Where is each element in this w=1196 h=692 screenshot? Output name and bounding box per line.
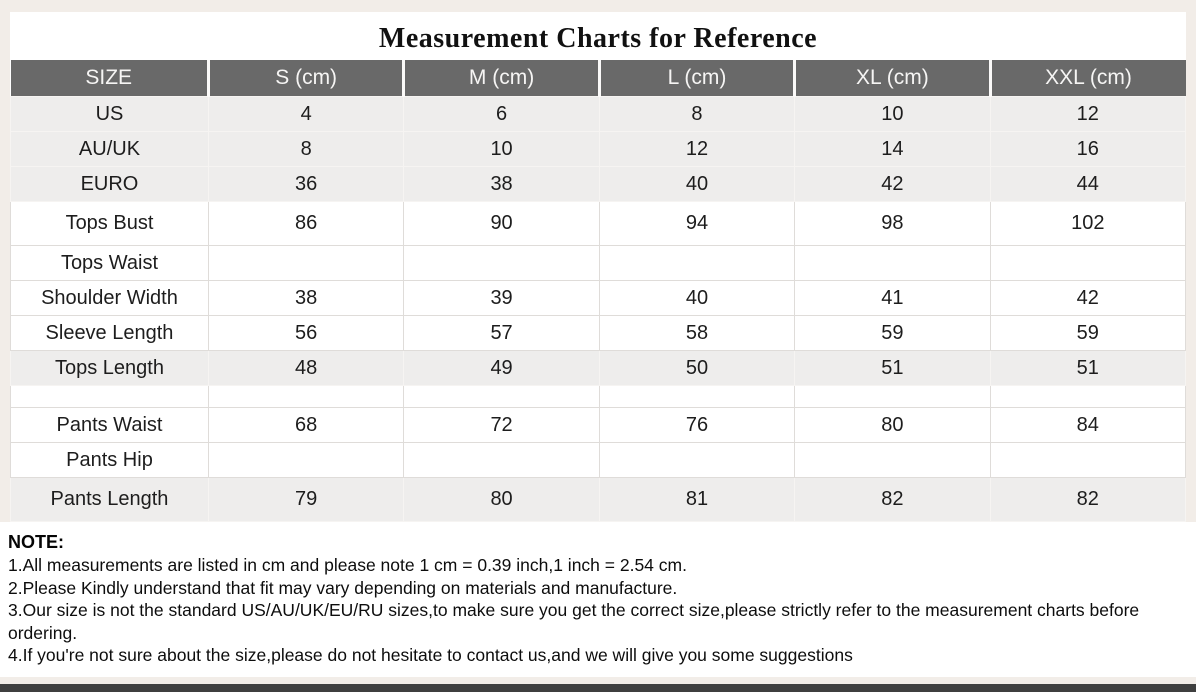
table-row	[11, 408, 1186, 443]
size-chart-sheet	[10, 12, 1186, 522]
table-body	[11, 97, 1186, 522]
measurement-cell	[599, 246, 794, 281]
measurement-cell: 48	[208, 351, 403, 386]
measurement-cell: 44	[990, 167, 1185, 202]
measurement-cell	[990, 443, 1185, 478]
measurement-cell: 79	[208, 478, 403, 522]
measurement-cell: 84	[990, 408, 1185, 443]
measurement-cell: 16	[990, 132, 1185, 167]
column-header: XL (cm)	[795, 60, 990, 97]
measurement-cell: 76	[599, 408, 794, 443]
table-row	[11, 351, 1186, 386]
note-heading: NOTE:	[8, 532, 64, 552]
measurement-cell: 41	[795, 281, 990, 316]
table-row	[11, 132, 1186, 167]
measurement-cell: 38	[404, 167, 599, 202]
table-row	[11, 97, 1186, 132]
measurement-cell	[795, 246, 990, 281]
size-column-header: SIZE	[11, 60, 209, 97]
table-row	[11, 443, 1186, 478]
measurement-cell: 40	[599, 167, 794, 202]
table-header	[11, 60, 1186, 97]
measurement-cell: 102	[990, 202, 1185, 246]
row-label: Shoulder Width	[11, 281, 209, 316]
column-header: L (cm)	[599, 60, 794, 97]
measurement-cell: 59	[990, 316, 1185, 351]
measurement-cell: 82	[795, 478, 990, 522]
header-row	[11, 60, 1186, 97]
measurement-cell: 14	[795, 132, 990, 167]
measurement-cell	[990, 386, 1185, 408]
measurement-cell: 36	[208, 167, 403, 202]
measurement-cell: 39	[404, 281, 599, 316]
note-item: 1.All measurements are listed in cm and please note 1 cm = 0.39 inch,1 inch = 2.54 cm.	[8, 555, 687, 575]
measurement-cell: 80	[404, 478, 599, 522]
note-item: 4.If you're not sure about the size,please do not hesitate to contact us,and we will give you some suggestions	[8, 645, 853, 665]
measurement-cell: 80	[795, 408, 990, 443]
measurement-cell: 40	[599, 281, 794, 316]
measurement-cell: 10	[795, 97, 990, 132]
notes-section	[0, 522, 1196, 677]
notes-list	[8, 554, 1188, 667]
measurement-cell: 86	[208, 202, 403, 246]
measurement-cell	[404, 386, 599, 408]
measurement-cell: 90	[404, 202, 599, 246]
table-row	[11, 478, 1186, 522]
row-label: EURO	[11, 167, 209, 202]
measurement-cell	[990, 246, 1185, 281]
measurement-cell	[208, 246, 403, 281]
measurement-cell: 58	[599, 316, 794, 351]
column-header: M (cm)	[404, 60, 599, 97]
row-label: US	[11, 97, 209, 132]
measurement-cell: 12	[990, 97, 1185, 132]
measurement-cell	[599, 386, 794, 408]
row-label: Tops Bust	[11, 202, 209, 246]
measurement-cell: 56	[208, 316, 403, 351]
row-label: Pants Hip	[11, 443, 209, 478]
table-row	[11, 281, 1186, 316]
column-header: XXL (cm)	[990, 60, 1185, 97]
measurement-cell: 72	[404, 408, 599, 443]
measurement-cell: 68	[208, 408, 403, 443]
row-label	[11, 386, 209, 408]
measurement-cell: 38	[208, 281, 403, 316]
measurement-cell	[208, 443, 403, 478]
measurement-cell	[404, 246, 599, 281]
measurement-cell: 12	[599, 132, 794, 167]
table-row	[11, 246, 1186, 281]
page-title: Measurement Charts for Reference	[378, 23, 818, 54]
column-header: S (cm)	[208, 60, 403, 97]
table-row	[11, 316, 1186, 351]
row-label: Tops Waist	[11, 246, 209, 281]
measurement-cell: 59	[795, 316, 990, 351]
measurement-cell: 82	[990, 478, 1185, 522]
row-label: Tops Length	[11, 351, 209, 386]
row-label: Sleeve Length	[11, 316, 209, 351]
table-row	[11, 202, 1186, 246]
spacer-row	[11, 386, 1186, 408]
measurement-cell: 4	[208, 97, 403, 132]
measurement-cell	[795, 386, 990, 408]
note-item: 3.Our size is not the standard US/AU/UK/EU/RU sizes,to make sure you get the correct size,please strictly refer to the measurement charts before ordering.	[8, 600, 1140, 643]
measurement-cell	[795, 443, 990, 478]
measurement-cell	[208, 386, 403, 408]
row-label: Pants Length	[11, 478, 209, 522]
measurement-cell: 10	[404, 132, 599, 167]
page	[0, 12, 1196, 692]
measurement-cell: 51	[795, 351, 990, 386]
measurement-cell: 51	[990, 351, 1185, 386]
table-row	[11, 167, 1186, 202]
measurement-cell: 57	[404, 316, 599, 351]
row-label: AU/UK	[11, 132, 209, 167]
measurement-cell: 8	[208, 132, 403, 167]
measurement-cell: 8	[599, 97, 794, 132]
measurement-cell	[404, 443, 599, 478]
measurement-cell	[599, 443, 794, 478]
measurement-cell: 49	[404, 351, 599, 386]
measurement-cell: 42	[795, 167, 990, 202]
measurement-cell: 94	[599, 202, 794, 246]
measurement-cell: 50	[599, 351, 794, 386]
row-label: Pants Waist	[11, 408, 209, 443]
measurement-cell: 6	[404, 97, 599, 132]
measurement-cell: 98	[795, 202, 990, 246]
measurement-cell: 81	[599, 478, 794, 522]
note-item: 2.Please Kindly understand that fit may vary depending on materials and manufacture.	[8, 577, 678, 598]
bottom-divider-bar	[0, 684, 1196, 692]
measurement-cell: 42	[990, 281, 1185, 316]
measurement-table	[10, 60, 1186, 522]
